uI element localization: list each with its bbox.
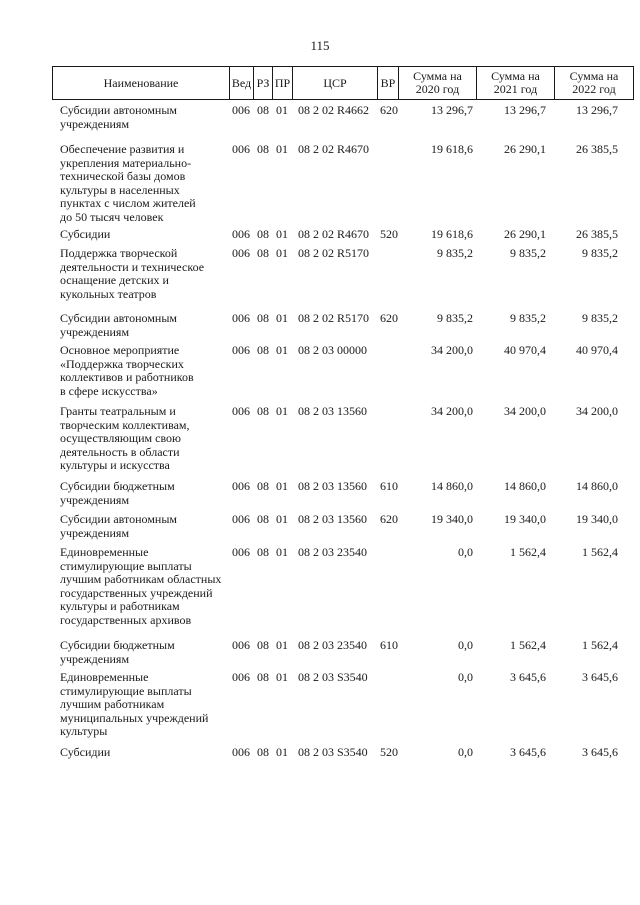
row-name: Единовременные стимулирующие выплаты лучшим работникам областных государственных учреждений культуры и работникам государственных архивов — [60, 545, 222, 627]
row-pr: 01 — [276, 745, 288, 759]
row-pr: 01 — [276, 512, 288, 526]
row-csr: 08 2 02 R4670 — [298, 142, 370, 156]
table-header — [52, 66, 634, 100]
row-sum-2021: 26 290,1 — [504, 142, 546, 156]
row-pr: 01 — [276, 246, 288, 260]
row-pr: 01 — [276, 638, 288, 652]
row-rz: 08 — [257, 343, 269, 357]
row-sum-2020: 19 618,6 — [431, 142, 473, 156]
row-ved: 006 — [232, 638, 250, 652]
row-ved: 006 — [232, 227, 250, 241]
row-rz: 08 — [257, 479, 269, 493]
row-name: Основное мероприятие «Поддержка творческих коллективов и работников в сфере искусства» — [60, 343, 194, 398]
row-sum-2020: 9 835,2 — [437, 246, 473, 260]
row-rz: 08 — [257, 103, 269, 117]
row-ved: 006 — [232, 404, 250, 418]
row-ved: 006 — [232, 311, 250, 325]
row-name: Субсидии автономным учреждениям — [60, 103, 177, 131]
row-csr: 08 2 03 23540 — [298, 638, 367, 652]
row-name: Обеспечение развития и укрепления материально- технической базы домов культуры в населенных пунктах с числом жителей до 50 тысяч человек — [60, 142, 196, 224]
row-csr: 08 2 02 R5170 — [298, 246, 370, 260]
row-sum-2020: 34 200,0 — [431, 343, 473, 357]
row-name: Субсидии — [60, 227, 111, 241]
row-sum-2021: 3 645,6 — [510, 670, 546, 684]
row-name: Субсидии автономным учреждениям — [60, 512, 177, 540]
row-csr: 08 2 03 23540 — [298, 545, 367, 559]
row-pr: 01 — [276, 227, 288, 241]
row-ved: 006 — [232, 103, 250, 117]
row-vr: 620 — [380, 512, 398, 526]
header-csr: ЦСР — [292, 67, 377, 99]
row-pr: 01 — [276, 479, 288, 493]
row-vr: 610 — [380, 638, 398, 652]
row-rz: 08 — [257, 638, 269, 652]
header-ved: Вед — [229, 67, 253, 99]
row-csr: 08 2 02 R4662 — [298, 103, 370, 117]
row-sum-2022: 3 645,6 — [582, 670, 618, 684]
row-name: Единовременные стимулирующие выплаты лучшим работникам муниципальных учреждений культуры — [60, 670, 209, 738]
row-name: Поддержка творческой деятельности и техническое оснащение детских и кукольных театров — [60, 246, 205, 301]
row-sum-2021: 14 860,0 — [504, 479, 546, 493]
header-name: Наименование — [103, 75, 179, 90]
row-ved: 006 — [232, 670, 250, 684]
row-sum-2022: 9 835,2 — [582, 311, 618, 325]
row-pr: 01 — [276, 545, 288, 559]
row-vr: 620 — [380, 311, 398, 325]
row-sum-2020: 9 835,2 — [437, 311, 473, 325]
row-sum-2021: 1 562,4 — [510, 545, 546, 559]
row-sum-2021: 40 970,4 — [504, 343, 546, 357]
row-pr: 01 — [276, 343, 288, 357]
row-csr: 08 2 03 00000 — [298, 343, 367, 357]
row-ved: 006 — [232, 545, 250, 559]
row-ved: 006 — [232, 246, 250, 260]
row-sum-2022: 14 860,0 — [576, 479, 618, 493]
row-sum-2021: 26 290,1 — [504, 227, 546, 241]
row-sum-2022: 34 200,0 — [576, 404, 618, 418]
row-ved: 006 — [232, 745, 250, 759]
row-name: Субсидии автономным учреждениям — [60, 311, 177, 339]
row-sum-2021: 34 200,0 — [504, 404, 546, 418]
row-rz: 08 — [257, 512, 269, 526]
row-ved: 006 — [232, 343, 250, 357]
header-rz: РЗ — [253, 67, 272, 99]
row-sum-2021: 9 835,2 — [510, 246, 546, 260]
row-pr: 01 — [276, 103, 288, 117]
row-csr: 08 2 02 R5170 — [298, 311, 370, 325]
row-sum-2020: 0,0 — [458, 638, 473, 652]
row-sum-2020: 13 296,7 — [431, 103, 473, 117]
row-sum-2020: 14 860,0 — [431, 479, 473, 493]
row-pr: 01 — [276, 670, 288, 684]
header-pr: ПР — [272, 67, 292, 99]
row-vr: 610 — [380, 479, 398, 493]
page-number: 115 — [310, 38, 330, 53]
row-sum-2020: 19 618,6 — [431, 227, 473, 241]
row-pr: 01 — [276, 311, 288, 325]
row-pr: 01 — [276, 142, 288, 156]
row-vr: 520 — [380, 745, 398, 759]
row-rz: 08 — [257, 545, 269, 559]
row-sum-2020: 0,0 — [458, 745, 473, 759]
row-sum-2022: 40 970,4 — [576, 343, 618, 357]
row-vr: 620 — [380, 103, 398, 117]
row-csr: 08 2 03 S3540 — [298, 745, 368, 759]
row-rz: 08 — [257, 246, 269, 260]
row-vr: 520 — [380, 227, 398, 241]
row-rz: 08 — [257, 745, 269, 759]
row-rz: 08 — [257, 404, 269, 418]
row-sum-2022: 13 296,7 — [576, 103, 618, 117]
row-sum-2022: 9 835,2 — [582, 246, 618, 260]
header-sum-2021: Сумма на 2021 год — [476, 67, 554, 99]
row-ved: 006 — [232, 479, 250, 493]
row-rz: 08 — [257, 227, 269, 241]
row-sum-2022: 26 385,5 — [576, 142, 618, 156]
row-rz: 08 — [257, 142, 269, 156]
row-ved: 006 — [232, 512, 250, 526]
row-rz: 08 — [257, 311, 269, 325]
row-csr: 08 2 03 13560 — [298, 512, 367, 526]
row-sum-2022: 1 562,4 — [582, 545, 618, 559]
row-sum-2022: 3 645,6 — [582, 745, 618, 759]
row-sum-2020: 34 200,0 — [431, 404, 473, 418]
row-pr: 01 — [276, 404, 288, 418]
row-sum-2021: 9 835,2 — [510, 311, 546, 325]
row-sum-2020: 0,0 — [458, 670, 473, 684]
row-sum-2021: 13 296,7 — [504, 103, 546, 117]
header-sum-2022: Сумма на 2022 год — [554, 67, 633, 99]
row-sum-2021: 19 340,0 — [504, 512, 546, 526]
row-name: Субсидии бюджетным учреждениям — [60, 479, 175, 507]
row-csr: 08 2 02 R4670 — [298, 227, 370, 241]
row-name: Субсидии — [60, 745, 111, 759]
row-name: Гранты театральным и творческим коллективам, осуществляющим свою деятельность в области культуры и искусства — [60, 404, 190, 472]
row-sum-2022: 26 385,5 — [576, 227, 618, 241]
row-sum-2022: 19 340,0 — [576, 512, 618, 526]
row-csr: 08 2 03 13560 — [298, 404, 367, 418]
row-name: Субсидии бюджетным учреждениям — [60, 638, 175, 666]
row-csr: 08 2 03 S3540 — [298, 670, 368, 684]
row-sum-2020: 0,0 — [458, 545, 473, 559]
row-sum-2021: 3 645,6 — [510, 745, 546, 759]
row-sum-2022: 1 562,4 — [582, 638, 618, 652]
row-csr: 08 2 03 13560 — [298, 479, 367, 493]
row-sum-2020: 19 340,0 — [431, 512, 473, 526]
header-sum-2020: Сумма на 2020 год — [398, 67, 476, 99]
header-vr: ВР — [377, 67, 398, 99]
row-rz: 08 — [257, 670, 269, 684]
row-sum-2021: 1 562,4 — [510, 638, 546, 652]
row-ved: 006 — [232, 142, 250, 156]
